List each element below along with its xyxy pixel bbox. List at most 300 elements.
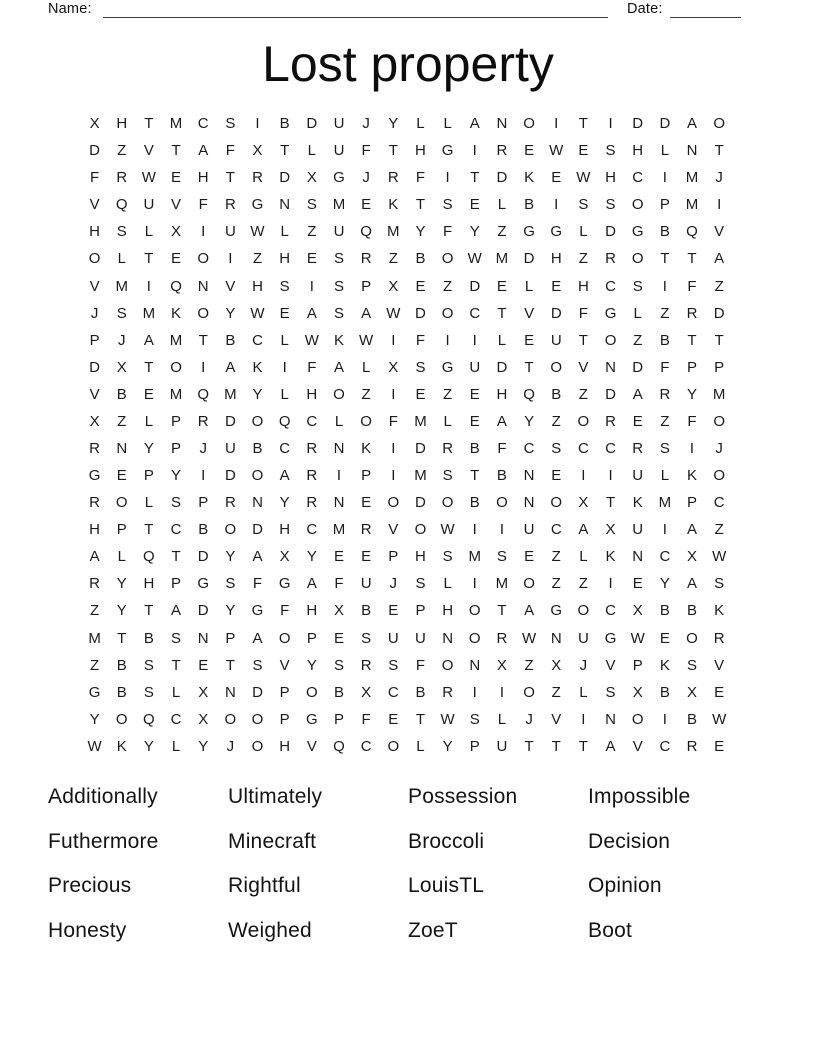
- grid-letter: S: [333, 656, 344, 674]
- grid-letter: I: [228, 250, 233, 268]
- grid-letter: F: [578, 304, 588, 322]
- grid-letter: C: [605, 439, 616, 457]
- grid-letter: Q: [143, 548, 155, 566]
- grid-letter: L: [633, 304, 642, 322]
- grid-letter: E: [578, 142, 589, 160]
- grid-letter: F: [280, 602, 290, 620]
- grid-letter: M: [387, 223, 400, 241]
- grid-letter: X: [89, 412, 100, 430]
- grid-letter: E: [415, 385, 426, 403]
- grid-letter: O: [224, 521, 237, 539]
- grid-letter: O: [197, 304, 210, 322]
- grid-letter: R: [496, 142, 508, 160]
- grid-letter: Y: [225, 602, 236, 620]
- grid-letter: F: [252, 575, 263, 593]
- grid-letter: X: [333, 602, 344, 620]
- grid-letter: C: [252, 331, 263, 349]
- grid-letter: N: [550, 629, 562, 647]
- grid-letter: Z: [551, 412, 561, 430]
- grid-letter: G: [333, 169, 345, 187]
- grid-letter: J: [117, 331, 126, 349]
- grid-letter: H: [143, 575, 155, 593]
- grid-letter: H: [415, 142, 426, 160]
- grid-letter: B: [659, 683, 670, 701]
- grid-letter: E: [714, 683, 725, 701]
- grid-letter: I: [201, 223, 206, 241]
- grid-letter: H: [197, 169, 209, 187]
- word-list-item: Impossible: [588, 785, 691, 809]
- grid-letter: E: [524, 548, 535, 566]
- grid-letter: E: [524, 331, 535, 349]
- grid-letter: Q: [523, 385, 535, 403]
- grid-letter: P: [361, 467, 372, 485]
- grid-letter: I: [472, 142, 477, 160]
- grid-letter: B: [687, 710, 698, 728]
- grid-letter: G: [88, 683, 101, 701]
- grid-letter: Q: [197, 385, 210, 403]
- grid-letter: S: [605, 196, 616, 214]
- grid-letter: J: [90, 304, 99, 322]
- grid-letter: I: [201, 358, 206, 376]
- grid-letter: D: [523, 250, 535, 268]
- grid-letter: S: [361, 629, 372, 647]
- grid-letter: T: [144, 602, 154, 620]
- grid-letter: W: [440, 710, 455, 728]
- grid-letter: E: [469, 412, 480, 430]
- grid-letter: P: [171, 439, 182, 457]
- grid-letter: T: [117, 629, 127, 647]
- grid-letter: N: [523, 494, 535, 512]
- grid-letter: S: [442, 467, 453, 485]
- grid-letter: E: [361, 494, 372, 512]
- grid-letter: B: [659, 331, 670, 349]
- grid-letter: V: [279, 656, 290, 674]
- grid-letter: G: [251, 196, 264, 214]
- grid-letter: Z: [551, 575, 561, 593]
- grid-letter: H: [605, 169, 616, 187]
- grid-letter: M: [169, 115, 183, 133]
- grid-letter: O: [441, 656, 454, 674]
- grid-letter: Y: [687, 385, 698, 403]
- grid-letter: Y: [388, 115, 399, 133]
- grid-letter: T: [470, 169, 480, 187]
- grid-letter: Y: [89, 710, 100, 728]
- grid-letter: Y: [415, 223, 426, 241]
- grid-letter: D: [659, 115, 671, 133]
- grid-letter: C: [550, 521, 562, 539]
- grid-letter: W: [521, 629, 537, 647]
- grid-letter: I: [608, 575, 613, 593]
- grid-letter: C: [577, 439, 589, 457]
- grid-letter: S: [578, 196, 589, 214]
- grid-letter: L: [280, 223, 289, 241]
- grid-letter: U: [333, 115, 345, 133]
- grid-letter: M: [224, 385, 237, 403]
- grid-letter: G: [278, 575, 291, 593]
- grid-letter: P: [388, 548, 399, 566]
- grid-letter: R: [360, 656, 372, 674]
- grid-letter: W: [467, 250, 482, 268]
- grid-letter: I: [336, 467, 342, 485]
- word-list-item: Futhermore: [48, 829, 159, 853]
- grid-letter: D: [89, 142, 100, 160]
- grid-letter: W: [630, 629, 645, 647]
- grid-letter: M: [142, 304, 156, 322]
- grid-letter: F: [89, 169, 100, 187]
- grid-letter: M: [169, 385, 183, 403]
- grid-letter: O: [523, 575, 535, 593]
- grid-letter: A: [524, 602, 535, 620]
- grid-letter: F: [660, 358, 670, 376]
- grid-letter: H: [496, 385, 508, 403]
- grid-letter: E: [415, 277, 426, 295]
- grid-letter: T: [388, 142, 398, 160]
- grid-letter: M: [468, 548, 482, 566]
- grid-letter: N: [279, 196, 291, 214]
- grid-letter: Y: [279, 494, 290, 512]
- grid-letter: H: [550, 250, 562, 268]
- grid-letter: R: [496, 629, 508, 647]
- grid-letter: G: [251, 602, 264, 620]
- grid-letter: O: [360, 412, 372, 430]
- grid-letter: O: [251, 467, 264, 485]
- grid-letter: E: [714, 737, 725, 755]
- grid-letter: A: [632, 385, 643, 403]
- grid-letter: Z: [307, 223, 317, 241]
- grid-letter: E: [361, 196, 372, 214]
- grid-letter: F: [198, 196, 208, 214]
- grid-letter: T: [578, 331, 588, 349]
- grid-letter: F: [361, 142, 371, 160]
- grid-letter: I: [445, 169, 450, 187]
- grid-letter: S: [551, 439, 562, 457]
- grid-letter: L: [524, 277, 534, 295]
- grid-letter: I: [662, 169, 667, 187]
- grid-letter: S: [143, 656, 154, 674]
- grid-letter: P: [171, 575, 182, 593]
- grid-letter: O: [523, 683, 535, 701]
- grid-letter: A: [687, 575, 698, 593]
- grid-letter: A: [143, 331, 154, 349]
- grid-letter: O: [441, 494, 454, 512]
- grid-letter: Z: [578, 575, 588, 593]
- grid-letter: L: [361, 358, 371, 376]
- grid-letter: H: [279, 521, 291, 539]
- grid-letter: R: [387, 169, 399, 187]
- grid-letter: R: [89, 575, 100, 593]
- grid-letter: L: [280, 385, 289, 403]
- grid-letter: D: [415, 439, 426, 457]
- grid-letter: Z: [660, 304, 670, 322]
- grid-letter: R: [360, 250, 372, 268]
- grid-letter: G: [441, 142, 454, 160]
- grid-letter: W: [250, 304, 265, 322]
- grid-letter: K: [333, 331, 344, 349]
- grid-letter: L: [117, 548, 126, 566]
- grid-letter: V: [714, 223, 725, 241]
- grid-letter: V: [225, 277, 236, 295]
- grid-letter: B: [279, 115, 290, 133]
- grid-letter: D: [605, 385, 616, 403]
- grid-letter: V: [524, 304, 535, 322]
- grid-letter: B: [469, 494, 480, 512]
- grid-letter: M: [332, 196, 346, 214]
- grid-letter: Y: [306, 656, 317, 674]
- grid-letter: L: [579, 683, 588, 701]
- grid-letter: Z: [361, 385, 371, 403]
- grid-letter: P: [116, 521, 127, 539]
- grid-letter: G: [197, 575, 210, 593]
- grid-letter: A: [252, 548, 263, 566]
- grid-letter: N: [605, 358, 616, 376]
- grid-letter: E: [551, 169, 562, 187]
- grid-letter: D: [197, 548, 209, 566]
- grid-letter: H: [306, 602, 318, 620]
- grid-letter: T: [280, 142, 290, 160]
- grid-letter: E: [524, 142, 535, 160]
- grid-letter: X: [496, 656, 507, 674]
- grid-letter: E: [388, 710, 399, 728]
- grid-letter: F: [388, 412, 398, 430]
- grid-letter: X: [578, 494, 589, 512]
- grid-letter: O: [387, 494, 400, 512]
- grid-letter: L: [579, 548, 588, 566]
- grid-letter: K: [524, 169, 535, 187]
- grid-letter: I: [581, 710, 586, 728]
- grid-letter: P: [279, 683, 290, 701]
- grid-letter: Q: [143, 710, 155, 728]
- grid-letter: V: [388, 521, 399, 539]
- grid-letter: G: [550, 223, 563, 241]
- grid-letter: P: [469, 737, 480, 755]
- grid-letter: P: [279, 710, 290, 728]
- grid-letter: P: [198, 494, 209, 512]
- grid-letter: Z: [388, 250, 398, 268]
- grid-letter: U: [143, 196, 155, 214]
- grid-letter: M: [685, 169, 699, 187]
- grid-letter: Y: [116, 602, 127, 620]
- grid-letter: S: [714, 575, 725, 593]
- grid-letter: O: [115, 494, 128, 512]
- grid-letter: N: [116, 439, 128, 457]
- grid-letter: G: [305, 710, 318, 728]
- grid-letter: I: [391, 467, 396, 485]
- grid-letter: E: [198, 656, 209, 674]
- grid-letter: F: [687, 412, 697, 430]
- grid-letter: T: [578, 737, 588, 755]
- grid-letter: Y: [143, 439, 154, 457]
- grid-letter: O: [224, 710, 237, 728]
- grid-letter: X: [252, 142, 263, 160]
- grid-letter: T: [524, 737, 534, 755]
- word-list: [48, 775, 768, 953]
- grid-letter: K: [361, 439, 372, 457]
- grid-letter: M: [712, 385, 726, 403]
- grid-letter: R: [306, 467, 318, 485]
- grid-letter: D: [197, 602, 209, 620]
- grid-letter: E: [469, 196, 480, 214]
- grid-letter: Y: [225, 304, 236, 322]
- grid-letter: J: [362, 115, 370, 133]
- grid-letter: A: [496, 412, 507, 430]
- grid-letter: S: [632, 277, 643, 295]
- grid-letter: B: [116, 683, 127, 701]
- grid-letter: F: [443, 223, 453, 241]
- grid-letter: H: [279, 250, 291, 268]
- grid-letter: O: [88, 250, 101, 268]
- grid-letter: U: [415, 629, 426, 647]
- grid-letter: N: [469, 656, 481, 674]
- grid-letter: F: [497, 439, 507, 457]
- grid-letter: K: [605, 548, 616, 566]
- grid-letter: R: [632, 439, 644, 457]
- grid-letter: P: [306, 629, 317, 647]
- grid-letter: A: [306, 304, 317, 322]
- grid-letter: N: [496, 115, 508, 133]
- grid-letter: F: [334, 575, 344, 593]
- grid-letter: R: [713, 629, 725, 647]
- grid-letter: W: [712, 548, 727, 566]
- grid-letter: O: [278, 629, 291, 647]
- word-list-item: Additionally: [48, 785, 158, 809]
- grid-letter: T: [497, 304, 507, 322]
- grid-letter: T: [687, 331, 697, 349]
- grid-letter: O: [577, 412, 590, 430]
- grid-letter: G: [604, 304, 617, 322]
- grid-letter: A: [687, 115, 698, 133]
- grid-letter: T: [605, 494, 616, 512]
- grid-letter: Y: [171, 467, 182, 485]
- grid-letter: I: [581, 467, 586, 485]
- grid-letter: W: [440, 521, 455, 539]
- grid-letter: D: [550, 304, 562, 322]
- grid-letter: H: [415, 548, 426, 566]
- grid-letter: W: [576, 169, 591, 187]
- grid-letter: C: [523, 439, 535, 457]
- grid-letter: B: [496, 467, 507, 485]
- grid-letter: K: [171, 304, 182, 322]
- grid-letter: R: [442, 439, 454, 457]
- grid-letter: U: [224, 439, 236, 457]
- grid-letter: D: [496, 358, 508, 376]
- grid-letter: X: [361, 683, 372, 701]
- grid-letter: Q: [170, 277, 182, 295]
- grid-letter: I: [472, 331, 477, 349]
- grid-letter: S: [333, 277, 344, 295]
- grid-letter: Y: [143, 737, 154, 755]
- name-line[interactable]: [103, 2, 608, 18]
- grid-letter: O: [197, 250, 210, 268]
- grid-letter: O: [523, 115, 535, 133]
- word-list-item: Opinion: [588, 874, 662, 898]
- grid-letter: I: [391, 439, 396, 457]
- grid-letter: W: [359, 331, 374, 349]
- grid-letter: E: [306, 250, 317, 268]
- grid-letter: M: [414, 467, 427, 485]
- grid-letter: T: [551, 737, 561, 755]
- grid-letter: O: [604, 331, 617, 349]
- grid-letter: L: [416, 115, 425, 133]
- grid-letter: L: [579, 223, 588, 241]
- grid-letter: Z: [578, 250, 588, 268]
- grid-letter: X: [632, 683, 643, 701]
- grid-letter: T: [470, 467, 480, 485]
- grid-letter: H: [116, 115, 128, 133]
- grid-letter: C: [659, 548, 671, 566]
- grid-letter: U: [496, 737, 508, 755]
- grid-letter: B: [225, 331, 236, 349]
- grid-letter: P: [687, 358, 698, 376]
- grid-letter: A: [361, 304, 372, 322]
- grid-letter: R: [686, 304, 698, 322]
- grid-letter: T: [415, 196, 426, 214]
- grid-letter: A: [714, 250, 725, 268]
- grid-letter: W: [250, 223, 265, 241]
- grid-letter: Z: [497, 223, 507, 241]
- word-list-item: Weighed: [228, 919, 312, 943]
- date-line[interactable]: [670, 2, 741, 18]
- grid-letter: D: [252, 683, 263, 701]
- grid-letter: A: [605, 737, 616, 755]
- grid-letter: S: [605, 683, 616, 701]
- grid-letter: G: [523, 223, 535, 241]
- grid-letter: H: [252, 277, 263, 295]
- grid-letter: S: [415, 358, 426, 376]
- grid-letter: X: [605, 521, 616, 539]
- grid-letter: V: [89, 196, 100, 214]
- grid-letter: N: [632, 548, 644, 566]
- grid-letter: I: [499, 683, 504, 701]
- grid-letter: C: [306, 521, 318, 539]
- grid-letter: D: [306, 115, 318, 133]
- grid-letter: A: [279, 467, 290, 485]
- grid-letter: O: [414, 521, 427, 539]
- grid-letter: I: [255, 115, 260, 133]
- grid-letter: U: [469, 358, 481, 376]
- grid-letter: I: [554, 196, 559, 214]
- grid-letter: L: [307, 142, 316, 160]
- grid-letter: Y: [225, 548, 236, 566]
- grid-letter: O: [468, 602, 481, 620]
- grid-letter: D: [252, 521, 263, 539]
- grid-letter: N: [686, 142, 698, 160]
- grid-letter: C: [387, 683, 399, 701]
- grid-letter: O: [305, 683, 318, 701]
- grid-letter: T: [497, 602, 507, 620]
- grid-letter: O: [115, 710, 128, 728]
- grid-letter: A: [171, 602, 182, 620]
- grid-letter: A: [333, 358, 344, 376]
- grid-letter: L: [416, 737, 425, 755]
- grid-letter: E: [333, 629, 344, 647]
- grid-letter: O: [713, 412, 725, 430]
- grid-letter: O: [251, 710, 264, 728]
- grid-letter: C: [306, 412, 318, 430]
- grid-letter: L: [497, 710, 507, 728]
- grid-letter: F: [307, 358, 317, 376]
- grid-letter: M: [414, 412, 427, 430]
- grid-letter: U: [550, 331, 562, 349]
- grid-letter: F: [687, 277, 697, 295]
- grid-letter: O: [713, 115, 725, 133]
- word-list-item: Boot: [588, 919, 632, 943]
- grid-letter: N: [252, 494, 263, 512]
- grid-letter: T: [171, 142, 181, 160]
- word-list-item: Honesty: [48, 919, 127, 943]
- grid-letter: Z: [89, 656, 100, 674]
- grid-letter: O: [713, 467, 725, 485]
- grid-letter: S: [225, 575, 236, 593]
